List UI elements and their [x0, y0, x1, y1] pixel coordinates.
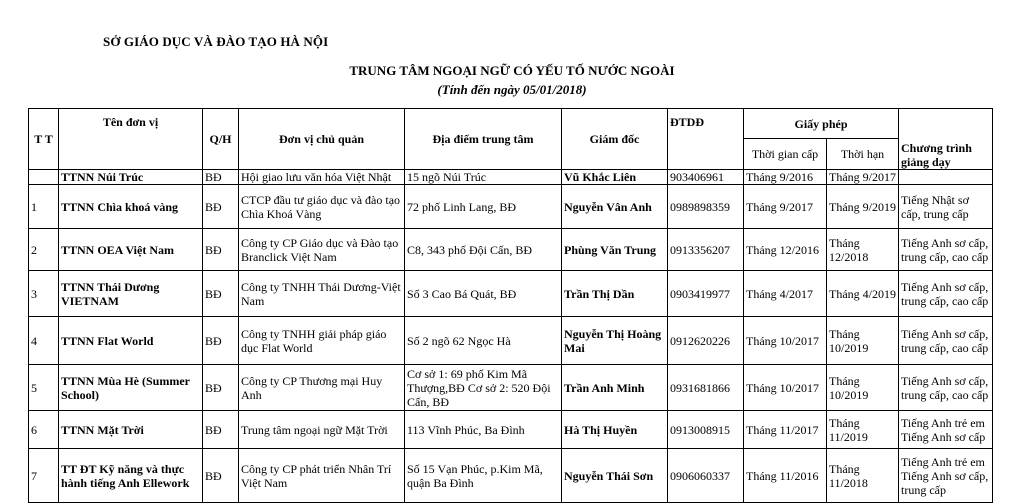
- cell-expiry: Tháng 10/2019: [827, 317, 899, 365]
- col-header-qh: Q/H: [203, 109, 239, 170]
- cell-owner: CTCP đầu tư giáo dục và đào tạo Chìa Khoá Vàng: [239, 185, 405, 229]
- cell-phone: 0903419977: [668, 271, 744, 317]
- cell-owner: Công ty CP phát triển Nhân Trí Việt Nam: [239, 449, 405, 503]
- cell-name: TT ĐT Kỹ năng và thực hành tiếng Anh Ellework: [59, 449, 203, 503]
- cell-owner: Công ty TNHH Thái Dương-Việt Nam: [239, 271, 405, 317]
- cell-phone: 0906060337: [668, 449, 744, 503]
- cell-name: TTNN Thái Dương VIETNAM: [59, 271, 203, 317]
- cell-phone: 0912620226: [668, 317, 744, 365]
- col-header-program: Chương trình giảng dạy: [899, 109, 993, 170]
- cell-director: Phùng Văn Trung: [562, 229, 668, 271]
- col-header-tt: T T: [29, 109, 59, 170]
- table-row: [29, 185, 993, 229]
- table-row: [29, 317, 993, 365]
- cell-tt: 7: [29, 449, 59, 503]
- cell-issued: Tháng 9/2017: [744, 185, 827, 229]
- cell-owner: Hội giao lưu văn hóa Việt Nhật: [239, 170, 405, 185]
- cell-tt: 4: [29, 317, 59, 365]
- cell-owner: Trung tâm ngoại ngữ Mặt Trời: [239, 411, 405, 449]
- cell-expiry: Tháng 10/2019: [827, 365, 899, 411]
- cell-program: [899, 170, 993, 185]
- cell-qh: BĐ: [203, 449, 239, 503]
- cell-tt: 6: [29, 411, 59, 449]
- cell-address: 72 phố Linh Lang, BĐ: [405, 185, 562, 229]
- cell-phone: 0989898359: [668, 185, 744, 229]
- cell-issued: Tháng 9/2016: [744, 170, 827, 185]
- cell-issued: Tháng 12/2016: [744, 229, 827, 271]
- cell-qh: BĐ: [203, 229, 239, 271]
- cell-program: Tiếng Anh sơ cấp, trung cấp, cao cấp: [899, 271, 993, 317]
- cell-owner: Công ty CP Giáo dục và Đào tạo Branclick Việt Nam: [239, 229, 405, 271]
- cell-tt: [29, 170, 59, 185]
- cell-program: Tiếng Anh trẻ em Tiếng Anh sơ cấp: [899, 411, 993, 449]
- table-row: [29, 411, 993, 449]
- cell-name: TTNN Mùa Hè (Summer School): [59, 365, 203, 411]
- cell-expiry: Tháng 12/2018: [827, 229, 899, 271]
- table-row: [29, 449, 993, 503]
- cell-address: Cơ sở 1: 69 phố Kim Mã Thượng,BĐ Cơ sở 2: 520 Đội Cấn, BĐ: [405, 365, 562, 411]
- cell-owner: Công ty TNHH giải pháp giáo dục Flat World: [239, 317, 405, 365]
- cell-qh: BĐ: [203, 317, 239, 365]
- cell-program: Tiếng Anh sơ cấp, trung cấp, cao cấp: [899, 365, 993, 411]
- cell-expiry: Tháng 11/2018: [827, 449, 899, 503]
- table-row: [29, 229, 993, 271]
- cell-director: Nguyễn Thị Hoàng Mai: [562, 317, 668, 365]
- cell-name: TTNN Mặt Trời: [59, 411, 203, 449]
- cell-owner: Công ty CP Thương mại Huy Anh: [239, 365, 405, 411]
- col-header-director: Giám đốc: [562, 109, 668, 170]
- cell-director: Hà Thị Huyền: [562, 411, 668, 449]
- cell-program: Tiếng Anh trẻ em Tiếng Anh sơ cấp, trung cấp: [899, 449, 993, 503]
- cell-address: Số 3 Cao Bá Quát, BĐ: [405, 271, 562, 317]
- cell-issued: Tháng 10/2017: [744, 365, 827, 411]
- cell-address: 15 ngõ Núi Trúc: [405, 170, 562, 185]
- cell-program: Tiếng Anh sơ cấp, trung cấp, cao cấp: [899, 229, 993, 271]
- document-title: TRUNG TÂM NGOẠI NGỮ CÓ YẾU TỐ NƯỚC NGOÀI: [349, 63, 675, 78]
- cell-director: Trần Anh Minh: [562, 365, 668, 411]
- cell-expiry: Tháng 4/2019: [827, 271, 899, 317]
- cell-qh: BĐ: [203, 365, 239, 411]
- cell-tt: 3: [29, 271, 59, 317]
- cell-phone: 0913008915: [668, 411, 744, 449]
- cell-address: Số 15 Vạn Phúc, p.Kim Mã, quận Ba Đình: [405, 449, 562, 503]
- cell-expiry: Tháng 9/2017: [827, 170, 899, 185]
- col-header-address: Địa điểm trung tâm: [405, 109, 562, 170]
- cell-qh: BĐ: [203, 185, 239, 229]
- cell-issued: Tháng 4/2017: [744, 271, 827, 317]
- document-subtitle: (Tính đến ngày 05/01/2018): [437, 82, 587, 97]
- cell-tt: 5: [29, 365, 59, 411]
- table-row: [29, 170, 993, 185]
- cell-director: Trần Thị Dần: [562, 271, 668, 317]
- cell-name: TTNN Chìa khoá vàng: [59, 185, 203, 229]
- cell-expiry: Tháng 9/2019: [827, 185, 899, 229]
- col-header-license: Giấy phép: [744, 109, 899, 139]
- cell-qh: BĐ: [203, 411, 239, 449]
- cell-issued: Tháng 11/2016: [744, 449, 827, 503]
- col-header-owner: Đơn vị chủ quản: [239, 109, 405, 170]
- cell-name: TTNN Núi Trúc: [59, 170, 203, 185]
- table-row: [29, 365, 993, 411]
- cell-director: Vũ Khắc Liên: [562, 170, 668, 185]
- cell-expiry: Tháng 11/2019: [827, 411, 899, 449]
- centers-table: [28, 108, 993, 503]
- cell-tt: 1: [29, 185, 59, 229]
- cell-program: Tiếng Anh sơ cấp, trung cấp, cao cấp: [899, 317, 993, 365]
- cell-phone: 903406961: [668, 170, 744, 185]
- table-row: [29, 271, 993, 317]
- cell-phone: 0931681866: [668, 365, 744, 411]
- cell-name: TTNN Flat World: [59, 317, 203, 365]
- cell-address: Số 2 ngõ 62 Ngọc Hà: [405, 317, 562, 365]
- cell-tt: 2: [29, 229, 59, 271]
- cell-director: Nguyễn Thái Sơn: [562, 449, 668, 503]
- cell-program: Tiếng Nhật sơ cấp, trung cấp: [899, 185, 993, 229]
- cell-phone: 0913356207: [668, 229, 744, 271]
- department-name: SỞ GIÁO DỤC VÀ ĐÀO TẠO HÀ NỘI: [103, 34, 329, 49]
- cell-address: 113 Vĩnh Phúc, Ba Đình: [405, 411, 562, 449]
- cell-issued: Tháng 10/2017: [744, 317, 827, 365]
- cell-name: TTNN OEA Việt Nam: [59, 229, 203, 271]
- col-header-phone: ĐTDĐ: [668, 109, 744, 170]
- cell-qh: BĐ: [203, 271, 239, 317]
- cell-director: Nguyễn Vân Anh: [562, 185, 668, 229]
- cell-issued: Tháng 11/2017: [744, 411, 827, 449]
- col-header-name: Tên đơn vị: [59, 109, 203, 170]
- cell-address: C8, 343 phố Đội Cấn, BĐ: [405, 229, 562, 271]
- col-header-issued: Thời gian cấp: [744, 139, 827, 170]
- col-header-expiry: Thời hạn: [827, 139, 899, 170]
- cell-qh: BĐ: [203, 170, 239, 185]
